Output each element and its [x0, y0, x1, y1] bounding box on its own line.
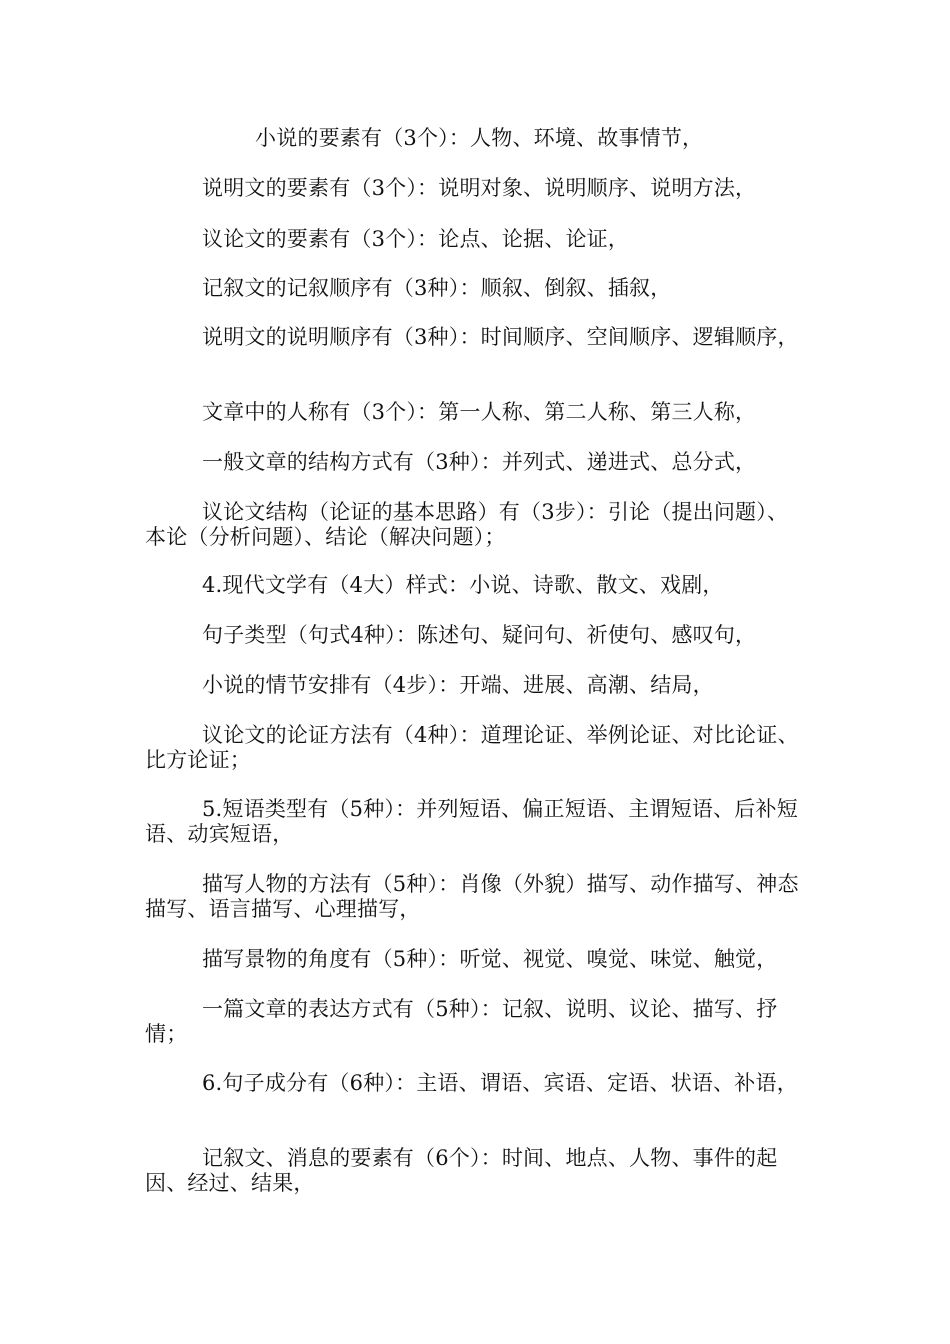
- paragraph-phrase-types: 5.短语类型有（5种）：并列短语、偏正短语、主谓短语、后补短语、动宾短语，: [145, 797, 798, 846]
- paragraph-sentence-components: 6.句子成分有（6种）：主语、谓语、宾语、定语、状语、补语，: [202, 1071, 798, 1095]
- paragraph-scenery-description: 描写景物的角度有（5种）：听觉、视觉、嗅觉、味觉、触觉，: [202, 947, 778, 971]
- paragraph-narrative-order: 记叙文的记叙顺序有（3种）：顺叙、倒叙、插叙，: [202, 276, 672, 300]
- paragraph-person: 文章中的人称有（3个）：第一人称、第二人称、第三人称，: [202, 400, 757, 424]
- paragraph-expository-elements: 说明文的要素有（3个）：说明对象、说明顺序、说明方法，: [202, 176, 757, 200]
- paragraph-expression-modes: 一篇文章的表达方式有（5种）：记叙、说明、议论、描写、抒情；: [145, 997, 778, 1046]
- paragraph-news-elements: 记叙文、消息的要素有（6个）：时间、地点、人物、事件的起因、经过、结果，: [145, 1146, 778, 1195]
- paragraph-sentence-types: 句子类型（句式4种）：陈述句、疑问句、祈使句、感叹句，: [202, 623, 757, 647]
- paragraph-argumentative-elements: 议论文的要素有（3个）：论点、论据、论证，: [202, 227, 630, 251]
- paragraph-plot: 小说的情节安排有（4步）：开端、进展、高潮、结局，: [202, 673, 714, 697]
- paragraph-argument-methods: 议论文的论证方法有（4种）：道理论证、举例论证、对比论证、比方论证；: [145, 723, 799, 772]
- paragraph-structure: 一般文章的结构方式有（3种）：并列式、递进式、总分式，: [202, 450, 757, 474]
- paragraph-argument-structure: 议论文结构（论证的基本思路）有（3步）：引论（提出问题）、本论（分析问题）、结论（解决问题）；: [145, 500, 789, 549]
- paragraph-character-description: 描写人物的方法有（5种）：肖像（外貌）描写、动作描写、神态描写、语言描写、心理描写，: [145, 872, 799, 921]
- paragraph-literary-forms: 4.现代文学有（4大）样式：小说、诗歌、散文、戏剧，: [202, 573, 724, 597]
- paragraph-novel-elements: 小说的要素有（3个）：人物、环境、故事情节，: [255, 126, 704, 150]
- paragraph-expository-order: 说明文的说明顺序有（3种）：时间顺序、空间顺序、逻辑顺序，: [202, 325, 799, 349]
